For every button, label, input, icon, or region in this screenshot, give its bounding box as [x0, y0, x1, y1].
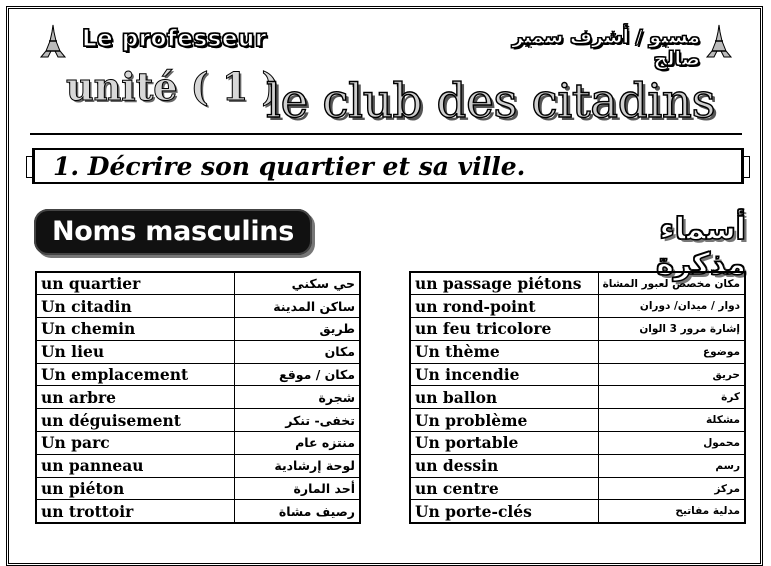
table-row — [410, 454, 745, 477]
table-row — [410, 432, 745, 455]
table-row — [36, 295, 360, 318]
section-heading-french: Noms masculins — [34, 209, 312, 255]
table-row — [36, 500, 360, 523]
french-word: un déguisement — [36, 409, 234, 432]
french-word: Un thème — [410, 340, 598, 363]
arabic-translation: طريق — [234, 318, 360, 341]
table-row — [410, 386, 745, 409]
arabic-translation: محمول — [598, 432, 745, 455]
eiffel-tower-icon — [40, 24, 66, 58]
french-word: Un citadin — [36, 295, 234, 318]
arabic-translation: منتزه عام — [234, 432, 360, 455]
arabic-translation: رصيف مشاة — [234, 500, 360, 523]
french-word: Un problème — [410, 409, 598, 432]
french-word: Un incendie — [410, 363, 598, 386]
arabic-translation: مكان — [234, 340, 360, 363]
table-row — [36, 409, 360, 432]
table-row — [36, 318, 360, 341]
arabic-translation: مركز — [598, 477, 745, 500]
table-row — [410, 477, 745, 500]
arabic-translation: لوحة إرشادية — [234, 454, 360, 477]
french-word: un passage piétons — [410, 272, 598, 295]
french-word: Un emplacement — [36, 363, 234, 386]
french-word: un feu tricolore — [410, 318, 598, 341]
french-word: un rond-point — [410, 295, 598, 318]
table-row — [36, 272, 360, 295]
french-word: un dessin — [410, 454, 598, 477]
french-word: Un lieu — [36, 340, 234, 363]
vocabulary-table-left — [35, 271, 361, 524]
arabic-translation: موضوع — [598, 340, 745, 363]
arabic-translation: أحد المارة — [234, 477, 360, 500]
french-word: un quartier — [36, 272, 234, 295]
teacher-name-arabic: مسيو / أشرف سمير صالح — [512, 26, 700, 70]
arabic-translation: رسم — [598, 454, 745, 477]
french-word: Un chemin — [36, 318, 234, 341]
section-heading-arabic: أسماء مذكرة — [656, 212, 746, 282]
teacher-label: Le professeur — [82, 26, 267, 52]
table-row — [36, 386, 360, 409]
table-row — [36, 477, 360, 500]
arabic-translation: مكان / موقع — [234, 363, 360, 386]
arabic-translation: شجرة — [234, 386, 360, 409]
table-row — [36, 340, 360, 363]
french-word: Un porte-clés — [410, 500, 598, 523]
lesson-banner — [32, 148, 744, 184]
arabic-translation: حي سكني — [234, 272, 360, 295]
arabic-translation: ساكن المدينة — [234, 295, 360, 318]
table-row — [410, 340, 745, 363]
table-row — [410, 363, 745, 386]
arabic-translation: تخفى- تنكر — [234, 409, 360, 432]
vocabulary-table-right — [409, 271, 746, 524]
lesson-subtitle: 1. Décrire son quartier et sa ville. — [53, 152, 526, 181]
french-word: un arbre — [36, 386, 234, 409]
eiffel-tower-icon — [706, 24, 732, 58]
arabic-translation: حريق — [598, 363, 745, 386]
table-row — [410, 318, 745, 341]
page-title: le club des citadins — [266, 74, 716, 129]
table-row — [36, 432, 360, 455]
french-word: un piéton — [36, 477, 234, 500]
arabic-translation: مدلية مفاتيح — [598, 500, 745, 523]
unit-label: unité ( 1 ) — [66, 64, 280, 109]
arabic-translation: كرة — [598, 386, 745, 409]
french-word: Un portable — [410, 432, 598, 455]
french-word: Un parc — [36, 432, 234, 455]
arabic-translation: مشكلة — [598, 409, 745, 432]
table-row — [410, 295, 745, 318]
arabic-translation: دوار / ميدان/ دوران — [598, 295, 745, 318]
table-row — [36, 363, 360, 386]
arabic-translation: مكان مخصص لعبور المشاة — [598, 272, 745, 295]
french-word: un trottoir — [36, 500, 234, 523]
french-word: un centre — [410, 477, 598, 500]
header-divider — [30, 133, 742, 135]
arabic-translation: إشارة مرور 3 الوان — [598, 318, 745, 341]
french-word: un panneau — [36, 454, 234, 477]
french-word: un ballon — [410, 386, 598, 409]
table-row — [410, 272, 745, 295]
table-row — [36, 454, 360, 477]
table-row — [410, 409, 745, 432]
table-row — [410, 500, 745, 523]
